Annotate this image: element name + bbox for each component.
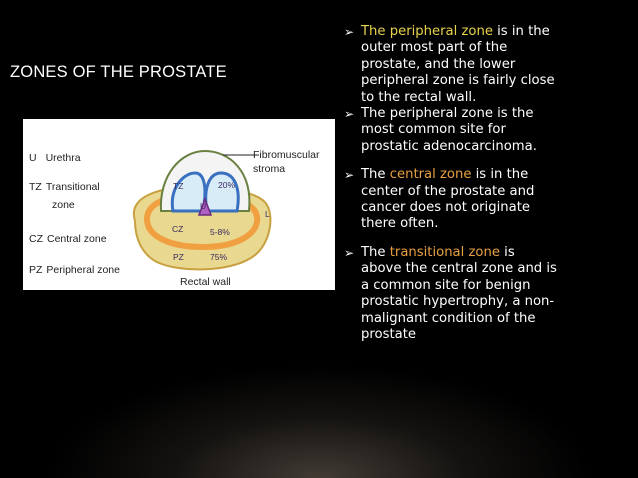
label-fibromuscular: Fibromuscular bbox=[253, 149, 320, 161]
inner-label-l: L bbox=[265, 209, 270, 219]
inner-label-pz: PZ bbox=[173, 252, 184, 262]
inner-label-u: U bbox=[200, 201, 207, 211]
bullet-arrow-icon: ➢ bbox=[344, 107, 355, 122]
label-tz-zone: zone bbox=[52, 199, 75, 211]
inner-label-cz: CZ bbox=[172, 224, 184, 234]
transitional-zone-right bbox=[206, 173, 238, 211]
slide-title: ZONES OF THE PROSTATE bbox=[10, 63, 227, 81]
inner-label-tz: TZ bbox=[173, 181, 184, 191]
inner-label-cz-pct: 5-8% bbox=[210, 227, 230, 237]
label-rectal-wall: Rectal wall bbox=[180, 276, 231, 288]
bullet-peripheral-location: ➢ The peripheral zone is in the outer most part of the prostate, and the lower peripheral zone is fairly close to the rectal wall. bbox=[344, 24, 555, 105]
label-stroma: stroma bbox=[253, 163, 286, 175]
inner-label-tz-pct: 20% bbox=[218, 180, 236, 190]
bullet-arrow-icon: ➢ bbox=[344, 25, 355, 39]
label-pz-peripheral-zone: PZ Peripheral zone bbox=[29, 264, 120, 276]
label-tz-transitional: TZ Transitional bbox=[29, 181, 100, 193]
inner-label-pz-pct: 75% bbox=[210, 252, 228, 262]
bullet-arrow-icon: ➢ bbox=[344, 245, 355, 260]
label-cz-central-zone: CZ Central zone bbox=[29, 233, 107, 245]
prostate-zones-diagram bbox=[23, 119, 335, 290]
bullet-arrow-icon: ➢ bbox=[344, 168, 355, 183]
diagram-svg bbox=[23, 119, 335, 290]
bullet-central-zone: ➢ The central zone is in the center of the prostate and cancer does not originate there often. bbox=[344, 167, 535, 232]
bullet-peripheral-cancer-site: ➢ The peripheral zone is the most common site for prostatic adenocarcinoma. bbox=[344, 106, 537, 154]
bullet-transitional-zone: ➢ The transitional zone is above the central zone and is a common site for benign prostatic hypertrophy, a non- malignant condition of the prostate bbox=[344, 244, 557, 342]
bullet-list bbox=[343, 24, 635, 343]
label-u-urethra: U Urethra bbox=[29, 152, 81, 164]
